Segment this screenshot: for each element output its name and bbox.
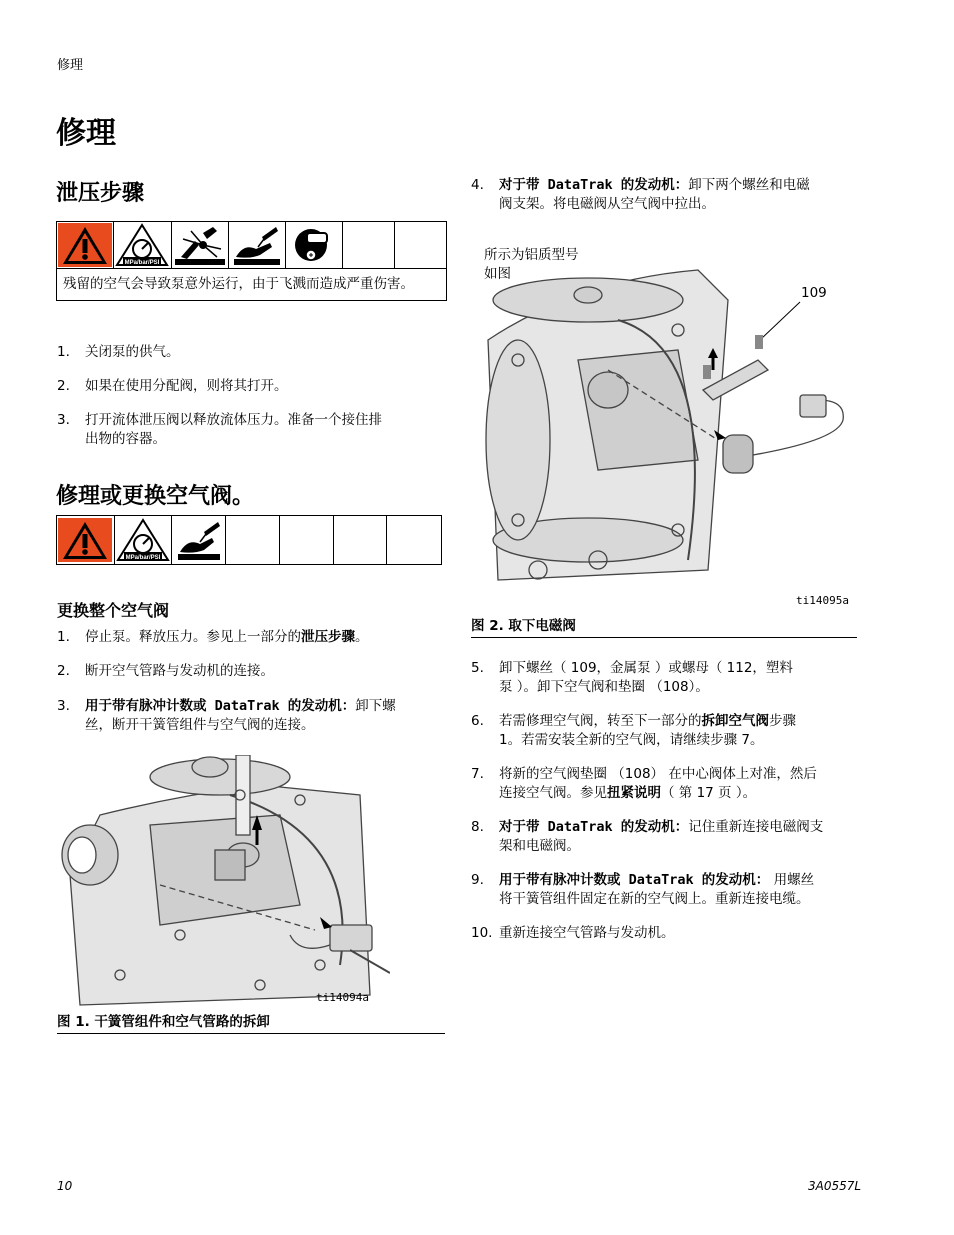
warning-cell-empty <box>387 516 441 564</box>
icon-label: MPa/bar/PSI <box>125 260 160 266</box>
warning-icon-row <box>57 222 446 268</box>
icon-label: MPa/bar/PSI <box>125 555 161 561</box>
warning-cell-empty <box>395 222 446 268</box>
running-head: 修理 <box>57 58 84 73</box>
figure1-code: ti14094a <box>316 991 369 1004</box>
warning-box-pressure-relief <box>56 221 447 301</box>
figure2-code: ti14095a <box>796 594 849 607</box>
figure1-caption: 图 1. 干簧管组件和空气管路的拆卸 <box>57 1010 445 1034</box>
warning-cell-empty <box>334 516 388 564</box>
hand-skin-injection-icon <box>174 518 224 562</box>
mpa-bar-psi-pressure-icon <box>116 518 170 562</box>
warning-cell <box>229 222 286 268</box>
warning-cell <box>114 222 171 268</box>
page-number: 10 <box>57 1179 73 1193</box>
figure2-pump-illustration <box>478 240 858 600</box>
subsection-title-replace-valve: 更换整个空气阀 <box>57 601 170 620</box>
warning-cell <box>57 222 114 268</box>
mpa-bar-psi-pressure-icon <box>115 223 169 267</box>
warning-text: 残留的空气会导致泵意外运行，由于飞溅而造成严重伤害。 <box>57 268 446 300</box>
warning-cell-empty <box>226 516 280 564</box>
face-protection-icon <box>287 223 341 267</box>
figure2-note: 所示为铝质型号 如图 <box>484 247 579 282</box>
exclamation-warning-icon <box>58 223 112 267</box>
warning-cell <box>172 222 229 268</box>
warning-cell-empty <box>343 222 394 268</box>
splash-injection-icon <box>173 223 227 267</box>
figure1-pump-illustration <box>60 755 390 1010</box>
exclamation-warning-icon <box>58 518 112 562</box>
figure2-callout-109: 109 <box>801 285 827 301</box>
warning-icon-row <box>57 516 441 564</box>
warning-cell <box>115 516 173 564</box>
figure2-caption: 图 2. 取下电磁阀 <box>471 614 857 638</box>
warning-cell <box>286 222 343 268</box>
page-title: 修理 <box>56 116 116 151</box>
warning-cell <box>57 516 115 564</box>
section-title-air-valve: 修理或更换空气阀。 <box>56 484 255 509</box>
section-title-pressure-relief: 泄压步骤 <box>56 181 145 206</box>
warning-box-air-valve <box>56 515 442 565</box>
document-code: 3A0557L <box>808 1179 862 1193</box>
warning-cell-empty <box>280 516 334 564</box>
hand-skin-injection-icon <box>230 223 284 267</box>
warning-cell <box>172 516 226 564</box>
